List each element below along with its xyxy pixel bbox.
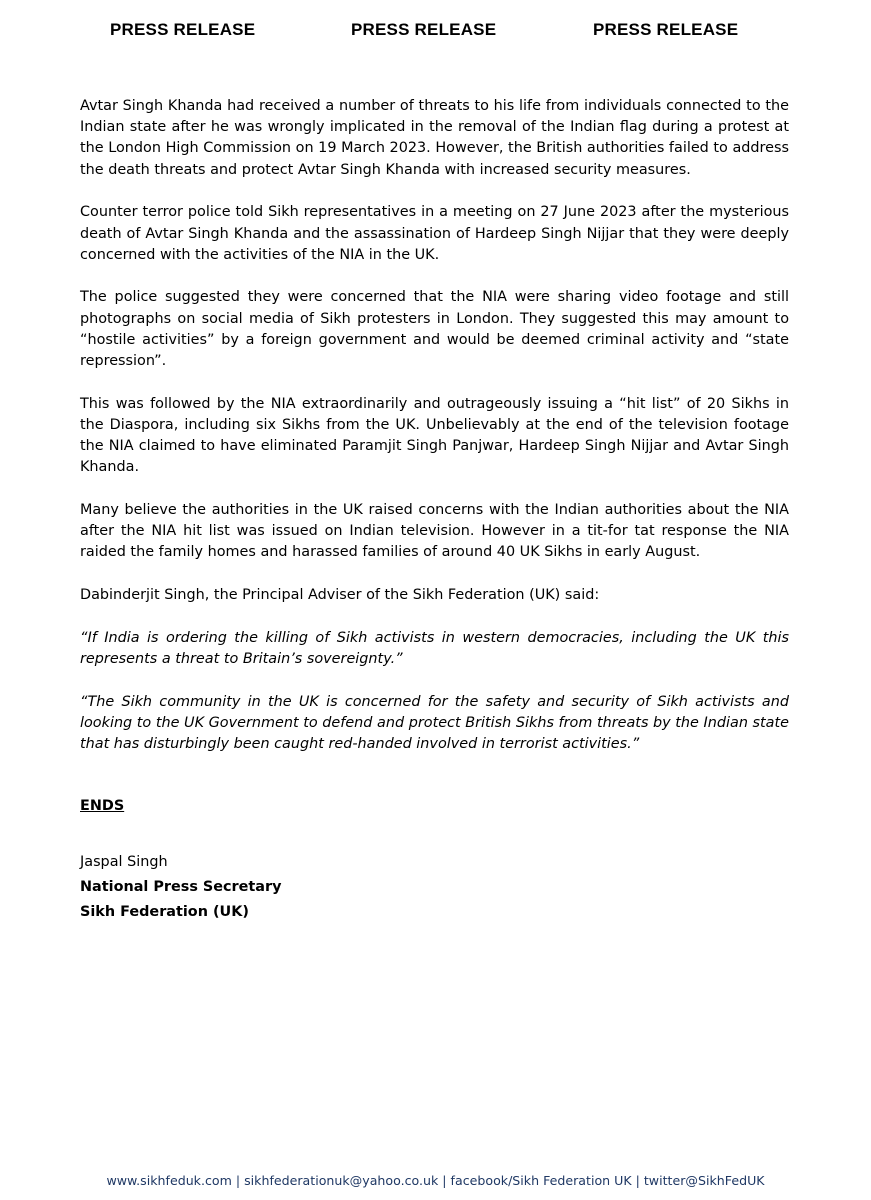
ends-marker: ENDS — [80, 798, 125, 815]
paragraph-2: Counter terror police told Sikh representatives in a meeting on 27 June 2023 after the mysterious death of Avtar Singh Khanda and the assassination of Hardeep Singh Nijjar that they were deeply concerned with the activities of the NIA in the UK. — [80, 204, 789, 263]
footer-contacts: www.sikhfeduk.com | sikhfederationuk@yahoo.co.uk | facebook/Sikh Federation UK | twitter@SikhFedUK — [106, 1173, 765, 1188]
signature-org: Sikh Federation (UK) — [80, 903, 249, 920]
paragraph-6: Dabinderjit Singh, the Principal Adviser of the Sikh Federation (UK) said: — [80, 587, 600, 604]
header — [0, 20, 871, 46]
paragraph-4: This was followed by the NIA extraordinarily and outrageously issuing a “hit list” of 20 Sikhs in the Diaspora, including six Sikhs from the UK. Unbelievably at the end of the television footage the NIA claimed to have eliminated Paramjit Singh Panjwar, Hardeep Singh Nijjar and Avtar Singh Khanda. — [80, 395, 789, 476]
signature-name: Jaspal Singh — [80, 853, 168, 870]
press-release-label-2: PRESS RELEASE — [351, 20, 497, 39]
paragraph-5: Many believe the authorities in the UK raised concerns with the Indian authorities about the NIA after the NIA hit list was issued on Indian television. However in a tit-for tat response the NIA raided the family homes and harassed families of around 40 UK Sikhs in early August. — [80, 502, 789, 561]
press-release-label-1: PRESS RELEASE — [110, 20, 256, 39]
signature-title: National Press Secretary — [80, 878, 282, 895]
body-content — [80, 96, 789, 925]
signature-block — [80, 850, 789, 925]
press-release-label-3: PRESS RELEASE — [593, 20, 739, 39]
quote-1: “If India is ordering the killing of Sikh activists in western democracies, including the UK this represents a threat to Britain’s sovereignty.” — [80, 629, 789, 668]
quote-2: “The Sikh community in the UK is concerned for the safety and security of Sikh activists and looking to the UK Government to defend and protect British Sikhs from threats by the Indian state that has disturbingly been caught red-handed involved in terrorist activities.” — [80, 693, 789, 753]
paragraph-3: The police suggested they were concerned that the NIA were sharing video footage and still photographs on social media of Sikh protesters in London. They suggested this may amount to “hostile activities” by a foreign government and would be deemed criminal activity and “state repression”. — [80, 289, 789, 370]
paragraph-1: Avtar Singh Khanda had received a number of threats to his life from individuals connected to the Indian state after he was wrongly implicated in the removal of the Indian flag during a protest at the London High Commission on 19 March 2023. However, the British authorities failed to address the death threats and protect Avtar Singh Khanda with increased security measures. — [80, 98, 789, 178]
